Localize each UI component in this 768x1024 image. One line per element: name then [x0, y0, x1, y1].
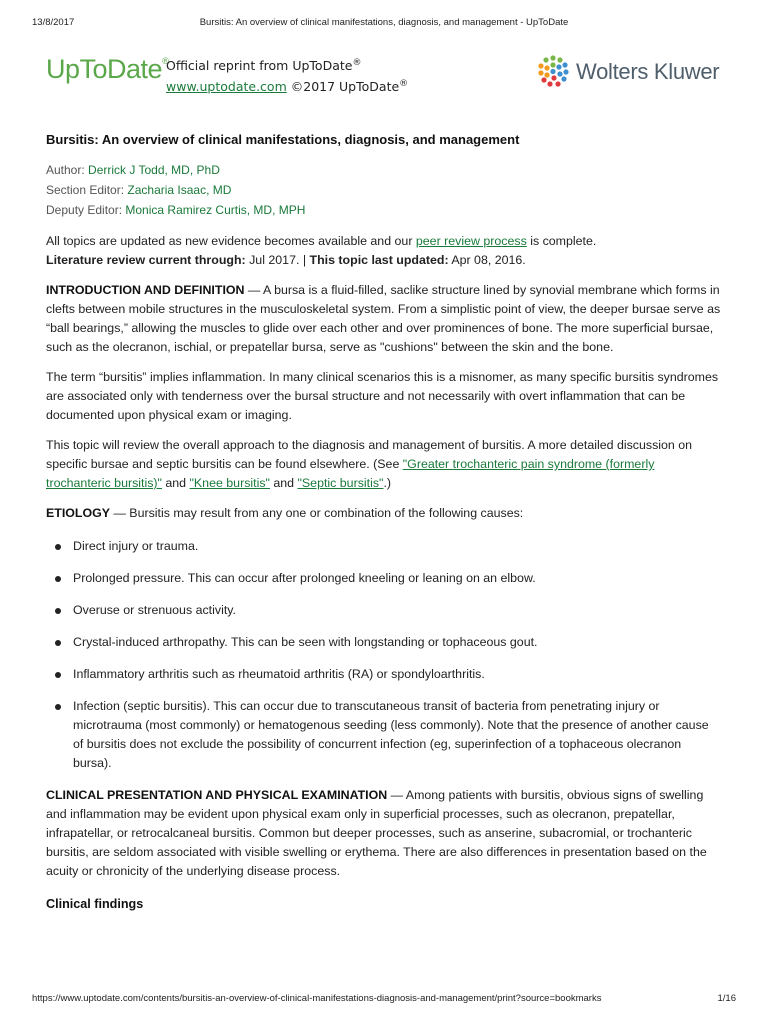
article-meta — [46, 160, 722, 220]
deputy-editor-link[interactable]: Monica Ramirez Curtis, MD, MPH — [125, 203, 306, 217]
uptodate-logo-text: UpToDate — [46, 54, 163, 84]
print-header — [32, 17, 736, 29]
wolters-kluwer-wordmark: Wolters Kluwer — [576, 59, 720, 84]
intro-text: — A bursa is a fluid-filled, saclike structure lined by synovial membrane which forms in clefts between mobile structures in the musculoskeletal system. From a simplistic point of view, the deeper bursae serve as “ball bearings,” allowing the muscles to glide over each other and over prominences of bone. The more superficial bursae, such as the olecranon, ischial, or prepatellar bursa, serve as "cushions" between the skin and the bone. — [46, 283, 721, 354]
list-item: Overuse or strenuous activity. — [46, 601, 722, 620]
clinical-text: — Among patients with bursitis, obvious signs of swelling and inflammation may be evident upon physical exam only in superficial processes, such as olecranon, prepatellar, infrapatellar, or retrocalcaneal bursitis. Common but deeper processes, such as anserine, subacromial, or trochanteric bursitis, are seldom associated with visible swelling or erythema. There are also differences in presentation based on the acuity or chronicity of the underlying disease process. — [46, 788, 707, 878]
section-editor-label: Section Editor: — [46, 183, 125, 197]
page-number: 1/16 — [717, 993, 736, 1004]
scope-and-2: and — [269, 476, 298, 490]
etiology-text: — Bursitis may result from any one or combination of the following causes: — [110, 506, 524, 520]
author-label: Author: — [46, 163, 85, 177]
uptodate-logo[interactable] — [46, 54, 168, 85]
article-title: Bursitis: An overview of clinical manifestations, diagnosis, and management — [46, 132, 520, 147]
list-item: Infection (septic bursitis). This can occur due to transcutaneous transit of bacteria from penetrating injury or microtrauma (most commonly) or hematogenous seeding (less commonly). Note that the presence of another cause of bursitis does not exclude the possibility of concurrent infection (eg, superinfection of a tophaceous olecranon bursa). — [46, 697, 722, 773]
print-page-title: Bursitis: An overview of clinical manifestations, diagnosis, and management - UpToDate — [199, 17, 569, 28]
etiology-list — [46, 537, 722, 773]
last-updated-label: This topic last updated: — [309, 253, 449, 267]
etiology-intro — [46, 504, 722, 523]
reprint-notice — [166, 54, 408, 96]
literature-review-value: Jul 2017. | — [245, 253, 310, 267]
peer-review-link[interactable]: peer review process — [415, 234, 527, 248]
knee-bursitis-link[interactable]: "Knee bursitis" — [189, 476, 270, 490]
reprint-text: Official reprint from UpToDate — [166, 58, 353, 74]
copyright-text: ©2017 UpToDate — [290, 79, 400, 95]
print-url: https://www.uptodate.com/contents/bursitis-an-overview-of-clinical-manifestations-diagnosis-and-management/print?source=bookmarks — [32, 993, 602, 1004]
section-editor-link[interactable]: Zacharia Isaac, MD — [127, 183, 232, 197]
review-notice-text: All topics are updated as new evidence becomes available and our — [46, 234, 416, 248]
intro-paragraph — [46, 281, 722, 357]
author-line — [46, 160, 722, 180]
review-notice — [46, 232, 722, 270]
clinical-findings-heading: Clinical findings — [46, 897, 144, 911]
list-item: Prolonged pressure. This can occur after prolonged kneeling or leaning on an elbow. — [46, 569, 722, 588]
author-link[interactable]: Derrick J Todd, MD, PhD — [88, 163, 220, 177]
scope-text: This topic will review the overall approach to the diagnosis and management of bursitis. A more detailed discussion on specific bursae and septic bursitis can be found elsewhere. (See — [46, 438, 693, 471]
etiology-heading: ETIOLOGY — [46, 506, 111, 520]
reprint-mark: ® — [352, 58, 362, 68]
section-editor-line — [46, 180, 722, 200]
wolters-kluwer-logo[interactable] — [536, 52, 726, 92]
deputy-editor-line — [46, 200, 722, 220]
scope-paragraph — [46, 436, 722, 493]
scope-end: .) — [383, 476, 392, 490]
intro-heading: INTRODUCTION AND DEFINITION — [46, 283, 245, 297]
last-updated-value: Apr 08, 2016. — [448, 253, 526, 267]
article-body — [46, 130, 722, 914]
print-date: 13/8/2017 — [32, 17, 75, 28]
uptodate-site-link[interactable]: www.uptodate.com — [166, 79, 287, 95]
copyright-mark: ® — [399, 79, 409, 90]
deputy-editor-label: Deputy Editor: — [46, 203, 123, 217]
term-paragraph: The term “bursitis” implies inflammation. In many clinical scenarios this is a misnomer, as many specific bursitis syndromes are associated only with tenderness over the bursal structure and not necessarily with overt inflammation that can be documented upon physical exam or imaging. — [46, 370, 719, 422]
print-footer — [32, 993, 736, 1005]
septic-bursitis-link[interactable]: "Septic bursitis" — [297, 476, 384, 490]
clinical-heading: CLINICAL PRESENTATION AND PHYSICAL EXAMINATION — [46, 788, 388, 802]
brand-header — [46, 50, 726, 100]
list-item: Direct injury or trauma. — [46, 537, 722, 556]
list-item: Inflammatory arthritis such as rheumatoid arthritis (RA) or spondyloarthritis. — [46, 665, 722, 684]
review-notice-end: is complete. — [526, 234, 597, 248]
trochanteric-pain-link[interactable]: "Greater trochanteric pain syndrome (formerly trochanteric bursitis)" — [46, 457, 655, 490]
clinical-paragraph — [46, 786, 722, 881]
uptodate-logo-mark: ® — [162, 56, 169, 66]
etiology-section — [46, 504, 722, 773]
literature-review-label: Literature review current through: — [46, 253, 246, 267]
list-item: Crystal-induced arthropathy. This can be seen with longstanding or tophaceous gout. — [46, 633, 722, 652]
scope-and-1: and — [161, 476, 190, 490]
wolters-kluwer-globe-icon — [536, 54, 570, 88]
